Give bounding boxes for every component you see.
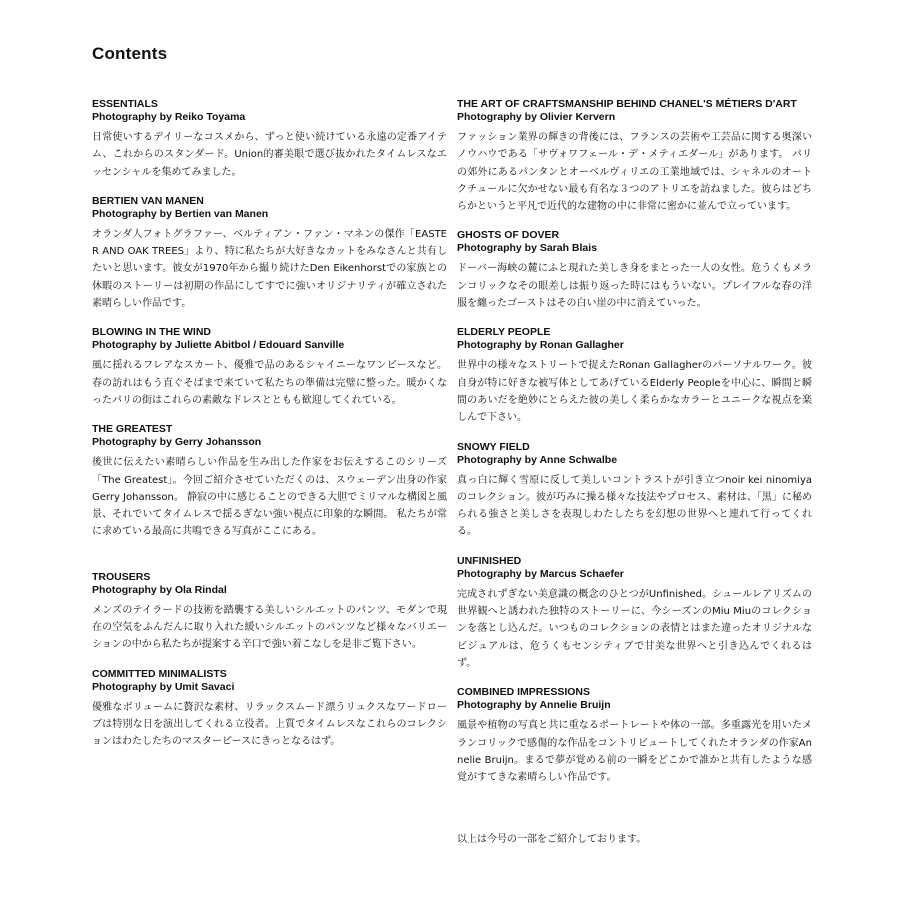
entry-description: ファッション業界の輝きの背後には、フランスの芸術や工芸品に関する奥深いノウハウである「サヴォワフェール・デ・メティエダール」があります。 パリの郊外にあるパンタンとオーベルヴィリエの工業地域では、シャネルのオートクチュールに欠かせない最も有名な３つのアトリエを訪ねました。彼らはどちらかというと平凡で近代的な建物の中に非常に密かに並んで立っています。: [457, 132, 812, 213]
entry-title: ESSENTIALS: [92, 98, 158, 110]
entry-title: TROUSERS: [92, 570, 151, 583]
entry-description: 優雅なボリュームに贅沢な素材、リラックスムード漂うリュクスなワードローブは特別な日を演出してくれる立役者。上質でタイムレスなこれらのコレクションはわたしたちのマスターピースにきっとなるはず。: [92, 701, 447, 748]
entry-title: BLOWING IN THE WIND: [92, 326, 211, 339]
entry-credit: Photography by Bertien van Manen: [92, 207, 269, 220]
contents-entry: [92, 571, 447, 654]
entry-credit: Photography by Annelie Bruijn: [457, 699, 611, 712]
contents-entry: [457, 98, 812, 215]
entry-title: BERTIEN VAN MANEN: [92, 194, 204, 207]
entry-description: 完成されずぎない美意識の概念のひとつがUnfinished。シュールレアリズムの世界観へと誘われた独特のストーリーに、今シーズンのMiu Miuのコレクションを落とし込んだ。いつものコレクションの表情とはまた違ったオリジナルなビジュアルは、危うくもセンシティブで甘美な世界へと引き込んでくれるはず。: [457, 588, 812, 669]
entry-description: 真っ白に輝く雪原に反して美しいコントラストが引き立つnoir kei ninomiyaのコレクション。彼が巧みに操る様々な技法やプロセス、素材は、「黒」に秘められる強さと美しさを表現しわたしたちを幻想の世界へと連れて行ってくれる。: [457, 474, 812, 538]
entry-title: UNFINISHED: [457, 554, 522, 567]
contents-entry: [92, 195, 447, 312]
entry-credit: Photography by Sarah Blais: [457, 242, 598, 255]
entry-description: 日常使いするデイリーなコスメから、ずっと使い続けている永遠の定番アイテム、これからのスタンダード。Union的審美眼で選び抜かれたタイムレスなエッセンシャルを集めてみました。: [92, 132, 447, 178]
entry-description: 後世に伝えたい素晴らしい作品を生み出した作家をお伝えするこのシリーズ「The Greatest」。今回ご紹介させていただくのは、スウェーデン出身の作家Gerry Johansson。 静寂の中に感じることのできる大胆でミリマルな構図と風景、それでいてタイムレスで揺るぎない強い視点に印象的な瞬間。 私たちが常に求めている最高に共鳴できる写真がここにある。: [92, 457, 447, 538]
entry-credit: Photography by Reiko Toyama: [92, 111, 246, 123]
contents-entry: [457, 686, 812, 786]
contents-entry: [457, 555, 812, 672]
entry-description: メンズのテイラードの技術を踏襲する美しいシルエットのパンツ、モダンで現在の空気をふんだんに取り入れた緩いシルエットのパンツなど様々なバリエーションの中から私たちが提案する辛口で強い着こなしを是非ご覧下さい。: [92, 604, 447, 651]
contents-column-left: [92, 98, 447, 765]
contents-entry: [457, 326, 812, 426]
entry-description: ドーバー海峡の麓にふと現れた美しき身をまとった一人の女性。危うくもメランコリックなその眼差しは振り返った時にはもういない。プレイフルな春の洋服を纏ったゴーストはその白い崖の中に消えていった。: [457, 263, 812, 310]
entry-description: 風に揺れるフレアなスカート、優雅で品のあるシャイニーなワンピースなど。春の訪れはもう直ぐそばまで来ていて私たちの準備は完璧に整った。暖かくなったパリの街はこれらの素敵なドレスとともも歓迎してくれている。: [92, 360, 447, 406]
entry-description: オランダ人フォトグラファー、ベルティアン・ファン・マネンの傑作「EASTER AND OAK TREES」より、特に私たちが大好きなカットをみなさんと共有したいと思います。彼女が1970年から撮り続けたDen Eikenhorstでの家族との休暇のストーリーは初期の作品にしてすでに強いオリジナリティが確立された素晴らしい作品です。: [92, 228, 447, 310]
contents-entry: [92, 326, 447, 409]
entry-credit: Photography by Ronan Gallagher: [457, 339, 624, 352]
entry-title: GHOSTS OF DOVER: [457, 229, 560, 242]
entry-title: THE ART OF CRAFTSMANSHIP BEHIND CHANEL'S MÉTIERS D'ART: [457, 98, 797, 110]
entry-title: ELDERLY PEOPLE: [457, 326, 551, 339]
contents-entry: [92, 98, 447, 181]
entry-credit: Photography by Gerry Johansson: [92, 436, 262, 449]
entry-credit: Photography by Anne Schwalbe: [457, 453, 618, 466]
entry-title: COMBINED IMPRESSIONS: [457, 686, 591, 699]
page-title: Contents: [92, 44, 168, 63]
contents-entry: [92, 668, 447, 751]
entry-credit: Photography by Ola Rindal: [92, 583, 227, 596]
entry-credit: Photography by Olivier Kervern: [457, 111, 616, 123]
contents-entry: [457, 229, 812, 312]
entry-credit: Photography by Marcus Schaefer: [457, 567, 624, 580]
entry-description: 世界中の様々なストリートで捉えたRonan Gallagherのパーソナルワーク。彼自身が特に好きな被写体としてあげているElderly Peopleを中心に、瞬間と瞬間のあいだを絶妙にとらえた彼の美しく柔らかなカラーとユニークな視点を楽しんで下さい。: [457, 360, 812, 424]
contents-column-right: [457, 98, 812, 800]
entry-title: COMMITTED MINIMALISTS: [92, 667, 227, 680]
closing-note: 以上は今号の一部をご紹介しております。: [457, 834, 647, 845]
contents-entry: [92, 423, 447, 540]
entry-title: SNOWY FIELD: [457, 440, 530, 453]
entry-title: THE GREATEST: [92, 423, 173, 436]
entry-description: 風景や植物の写真と共に重なるポートレートや体の一部。多重露光を用いたメランコリックで感傷的な作品をコントリビュートしてくれたオランダの作家Annelie Bruijn。まるで夢が覚める前の一瞬をどこかで誰かと共有したような感覚がすてきな素晴らしい作品です。: [457, 720, 812, 784]
entry-credit: Photography by Umit Savaci: [92, 680, 235, 693]
contents-entry: [457, 441, 812, 541]
entry-credit: Photography by Juliette Abitbol / Edouard Sanville: [92, 339, 345, 352]
